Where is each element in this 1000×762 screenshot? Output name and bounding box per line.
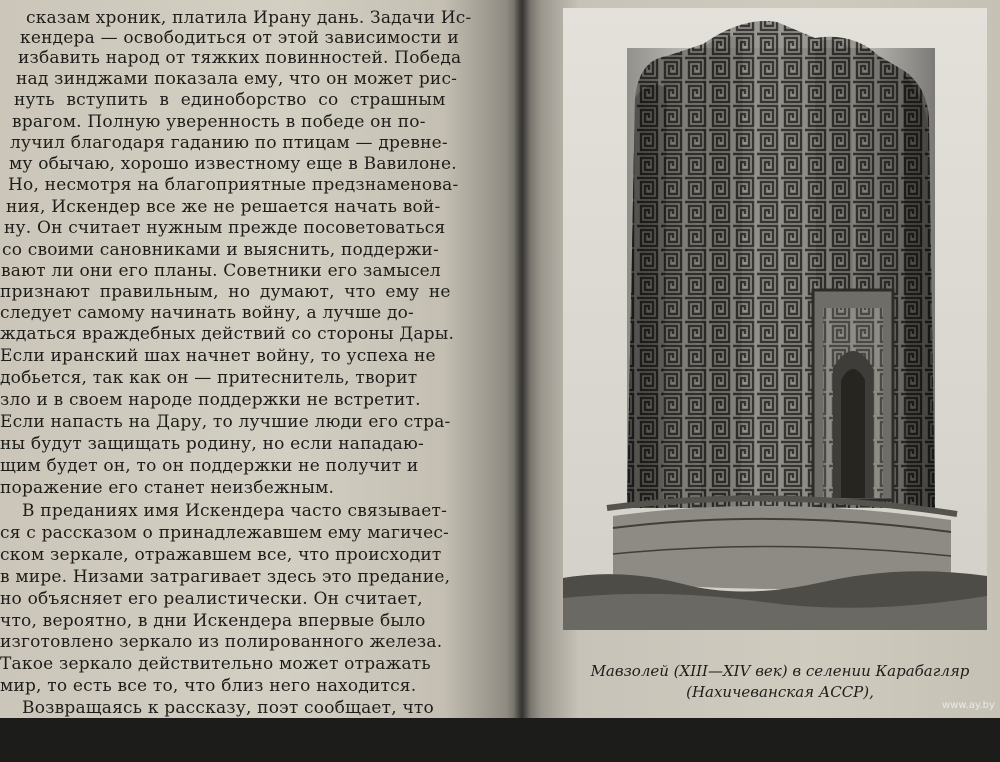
text-line: мир, то есть все то, что близ него находится.	[0, 676, 417, 696]
text-line: кендера — освободиться от этой зависимости и	[20, 28, 459, 48]
text-line: в мире. Низами затрагивает здесь это предание,	[0, 567, 451, 587]
text-line: Дара потребовал у Искендера дань, которую	[0, 720, 414, 740]
text-line: Но, несмотря на благоприятные предзнаменова-	[8, 175, 459, 195]
text-line: ся с рассказом о принадлежавшем ему магичес-	[0, 523, 449, 543]
text-line: ском зеркале, отражавшем все, что происходит	[0, 545, 442, 565]
text-line: поражение его станет неизбежным.	[0, 478, 335, 498]
text-line: изготовлено зеркало из полированного железа.	[0, 632, 443, 652]
text-line: следует самому начинать войну, а лучше до-	[0, 303, 415, 323]
text-line: врагом. Полную уверенность в победе он по-	[12, 112, 426, 132]
text-line: избавить народ от тяжких повинностей. Победа	[18, 48, 462, 68]
text-line: что, вероятно, в дни Искендера впервые было	[0, 611, 426, 631]
watermark: www.ay.by	[942, 700, 995, 711]
text-line: сказам хроник, платила Ирану дань. Задачи Ис-	[26, 8, 472, 28]
text-line: ния, Искендер все же не решается начать вой-	[6, 197, 441, 217]
text-line: ну. Он считает нужным прежде посоветоваться	[4, 218, 446, 238]
text-line: ны будут защищать родину, но если нападаю-	[0, 434, 424, 454]
text-line: нуть вступить в единоборство со страшным	[14, 90, 446, 110]
text-line: добьется, так как он — притеснитель, творит	[0, 368, 418, 388]
text-line: Такое зеркало действительно может отражать	[0, 654, 431, 674]
text-line: тот перестал выплачивать. Упоминается антич-	[0, 742, 443, 762]
text-line: вают ли они его планы. Советники его замысел	[1, 261, 441, 281]
text-line: Если напасть на Дару, то лучшие люди его стра-	[0, 412, 451, 432]
text-line: но объясняет его реалистически. Он считает,	[0, 589, 423, 609]
text-line: Если иранский шах начнет войну, то успеха не	[0, 346, 436, 366]
text-line: зло и в своем народе поддержки не встретит.	[0, 390, 421, 410]
photo-caption-line1: Мавзолей (XIII—XIV век) в селении Карабагляр	[590, 662, 970, 680]
text-line: В преданиях имя Искендера часто связывает-	[22, 501, 448, 521]
text-line: лучил благодаря гаданию по птицам — древне-	[10, 133, 448, 153]
mausoleum-photo	[563, 8, 987, 630]
text-line: щим будет он, то он поддержки не получит и	[0, 456, 419, 476]
photo-caption-line2: (Нахичеванская АССР),	[686, 683, 874, 701]
book-gutter	[514, 0, 530, 718]
text-line: Возвращаясь к рассказу, поэт сообщает, что	[22, 698, 434, 718]
text-line: над зинджами показала ему, что он может рис-	[16, 69, 458, 89]
text-line: му обычаю, хорошо известному еще в Вавилоне.	[9, 154, 457, 174]
text-line: со своими сановниками и выяснить, поддержи-	[2, 240, 439, 260]
tower-body	[627, 21, 935, 508]
text-line: ждаться враждебных действий со стороны Дары.	[0, 324, 455, 344]
text-line: признают правильным, но думают, что ему не	[0, 282, 451, 302]
